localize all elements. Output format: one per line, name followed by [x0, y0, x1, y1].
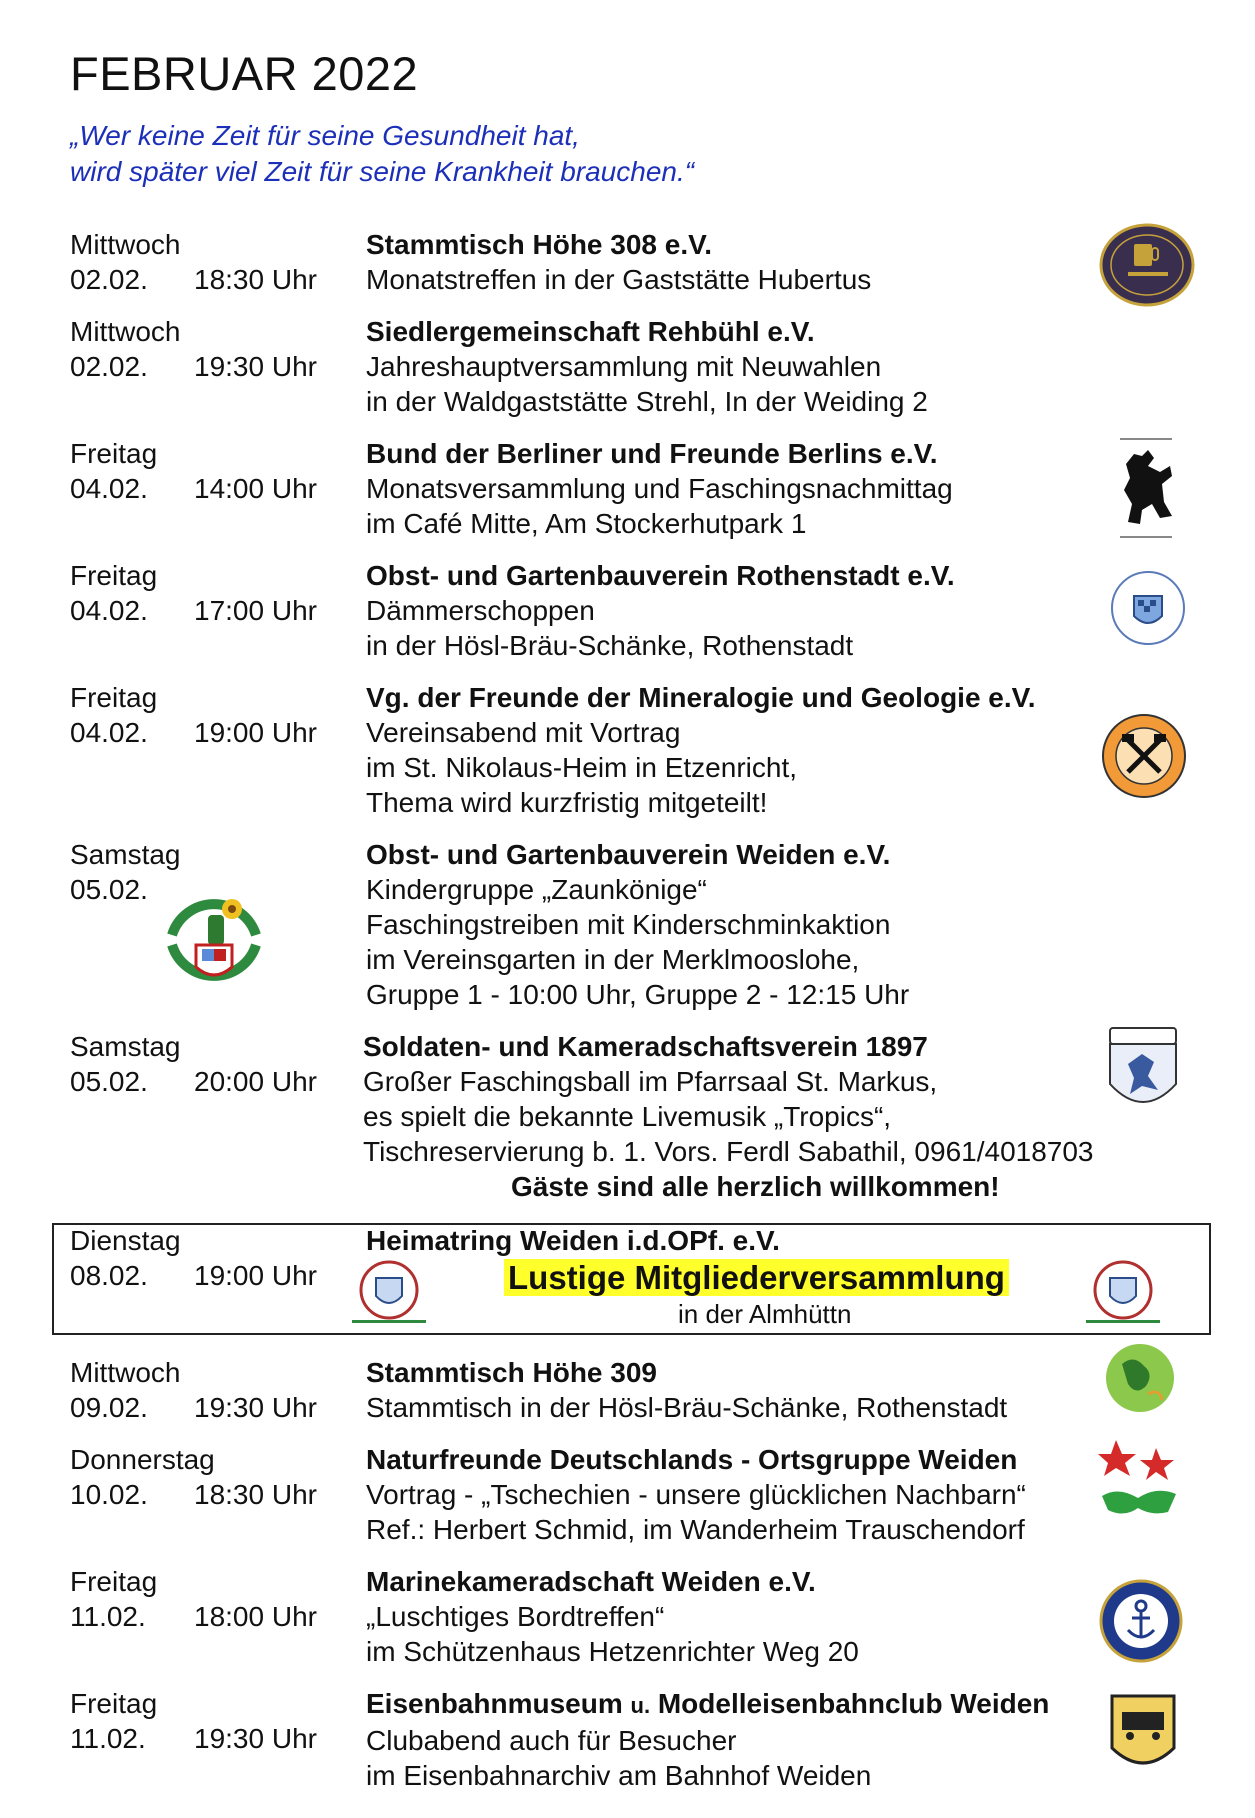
- event-line: im Schützenhaus Hetzenrichter Weg 20: [366, 1636, 859, 1667]
- stammtisch-308-badge-icon: [1098, 220, 1196, 310]
- event-time: 17:00 Uhr: [194, 595, 317, 626]
- heimatring-crest-icon: [350, 1258, 428, 1324]
- event-org: Obst- und Gartenbauverein Rothenstadt e.V.: [366, 560, 955, 591]
- event-org: Heimatring Weiden i.d.OPf. e.V.: [366, 1225, 780, 1256]
- event-time: 20:00 Uhr: [194, 1066, 317, 1097]
- event-date: 02.02.: [70, 351, 148, 382]
- event-line: Tischreservierung b. 1. Vors. Ferdl Sabathil, 0961/4018703: [363, 1136, 1094, 1167]
- event-date: 04.02.: [70, 717, 148, 748]
- event-day: Mittwoch: [70, 316, 181, 347]
- event-org: Siedlergemeinschaft Rehbühl e.V.: [366, 316, 815, 347]
- event-org: Vg. der Freunde der Mineralogie und Geologie e.V.: [366, 682, 1036, 713]
- event-day: Mittwoch: [70, 1357, 181, 1388]
- event-day: Samstag: [70, 1031, 181, 1062]
- event-date: 10.02.: [70, 1479, 148, 1510]
- event-org-part1: Eisenbahnmuseum: [366, 1688, 631, 1719]
- event-time: 19:00 Uhr: [194, 717, 317, 748]
- event-org: Stammtisch Höhe 309: [366, 1357, 657, 1388]
- event-line: „Luschtiges Bordtreffen“: [366, 1601, 665, 1632]
- event-line: in der Hösl-Bräu-Schänke, Rothenstadt: [366, 630, 854, 661]
- gartenbau-rothenstadt-crest-icon: [1108, 566, 1188, 650]
- event-time: 18:00 Uhr: [194, 1601, 317, 1632]
- event-line: Dämmerschoppen: [366, 595, 595, 626]
- mineralogie-hammer-badge-icon: [1100, 712, 1188, 800]
- naturfreunde-handshake-icon: [1098, 1436, 1180, 1524]
- event-closing: Gäste sind alle herzlich willkommen!: [511, 1171, 1000, 1202]
- quote-line-2: wird später viel Zeit für seine Krankheit brauchen.“: [70, 156, 695, 187]
- event-line: Kindergruppe „Zaunkönige“: [366, 874, 707, 905]
- berlin-bear-icon: [1112, 432, 1180, 544]
- event-highlight: Lustige Mitgliederversammlung: [504, 1259, 1009, 1296]
- event-day: Dienstag: [70, 1225, 181, 1256]
- event-org: Stammtisch Höhe 308 e.V.: [366, 229, 713, 260]
- event-org: Naturfreunde Deutschlands - Ortsgruppe Weiden: [366, 1444, 1018, 1475]
- event-line: Ref.: Herbert Schmid, im Wanderheim Trauschendorf: [366, 1514, 1025, 1545]
- event-date: 08.02.: [70, 1260, 148, 1291]
- kv-weiden-crest-icon: [1098, 1024, 1188, 1124]
- page-title: FEBRUAR 2022: [70, 47, 419, 100]
- event-line: Jahreshauptversammlung mit Neuwahlen: [366, 351, 882, 382]
- eisenbahn-shield-icon: [1108, 1692, 1178, 1778]
- event-line: im St. Nikolaus-Heim in Etzenricht,: [366, 752, 798, 783]
- event-line: im Eisenbahnarchiv am Bahnhof Weiden: [366, 1760, 872, 1791]
- event-time: 14:00 Uhr: [194, 473, 317, 504]
- event-day: Freitag: [70, 560, 158, 591]
- event-line: Großer Faschingsball im Pfarrsaal St. Markus,: [363, 1066, 938, 1097]
- event-date: 09.02.: [70, 1392, 148, 1423]
- event-date: 02.02.: [70, 264, 148, 295]
- event-date: 05.02.: [70, 874, 148, 905]
- event-line: im Café Mitte, Am Stockerhutpark 1: [366, 508, 807, 539]
- event-line: Monatsversammlung und Faschingsnachmittag: [366, 473, 953, 504]
- hoehe-309-globe-icon: [1100, 1340, 1180, 1424]
- event-sub: in der Almhüttn: [678, 1299, 852, 1329]
- event-day: Mittwoch: [70, 229, 181, 260]
- event-org-small: u.: [630, 1693, 651, 1718]
- anchor-badge-icon: [1098, 1578, 1184, 1664]
- event-line: Stammtisch in der Hösl-Bräu-Schänke, Rothenstadt: [366, 1392, 1008, 1423]
- event-date: 11.02.: [70, 1723, 146, 1754]
- event-date: 04.02.: [70, 595, 148, 626]
- heimatring-crest-icon: [1084, 1258, 1162, 1324]
- event-day: Freitag: [70, 682, 158, 713]
- event-line: in der Waldgaststätte Strehl, In der Weiding 2: [366, 386, 928, 417]
- event-line: Gruppe 1 - 10:00 Uhr, Gruppe 2 - 12:15 Uhr: [366, 979, 910, 1010]
- event-day: Freitag: [70, 1566, 158, 1597]
- event-time: 19:30 Uhr: [194, 1392, 317, 1423]
- event-org: Obst- und Gartenbauverein Weiden e.V.: [366, 839, 891, 870]
- event-day: Freitag: [70, 1688, 158, 1719]
- gartenbauverein-weiden-icon: [158, 875, 270, 1005]
- event-line: Monatstreffen in der Gaststätte Hubertus: [366, 264, 872, 295]
- event-org: [366, 1686, 1186, 1723]
- event-time: 19:30 Uhr: [194, 351, 317, 382]
- event-line: Faschingstreiben mit Kinderschminkaktion: [366, 909, 891, 940]
- event-line: es spielt die bekannte Livemusik „Tropics“,: [363, 1101, 892, 1132]
- event-day: Samstag: [70, 839, 181, 870]
- event-org: Bund der Berliner und Freunde Berlins e.V.: [366, 438, 938, 469]
- event-day: Donnerstag: [70, 1444, 215, 1475]
- quote: [70, 118, 694, 190]
- event-line: Clubabend auch für Besucher: [366, 1725, 737, 1756]
- event-time: 18:30 Uhr: [194, 1479, 317, 1510]
- event-date: 05.02.: [70, 1066, 148, 1097]
- event-day: Freitag: [70, 438, 158, 469]
- event-time: 19:30 Uhr: [194, 1723, 317, 1754]
- event-time: 18:30 Uhr: [194, 264, 317, 295]
- event-org-part2: Modelleisenbahnclub Weiden: [650, 1688, 1050, 1719]
- event-date: 04.02.: [70, 473, 148, 504]
- event-line: im Vereinsgarten in der Merklmooslohe,: [366, 944, 860, 975]
- event-line: Vereinsabend mit Vortrag: [366, 717, 681, 748]
- event-time: 19:00 Uhr: [194, 1260, 317, 1291]
- event-line: Vortrag - „Tschechien - unsere glücklichen Nachbarn“: [366, 1479, 1026, 1510]
- event-line: Thema wird kurzfristig mitgeteilt!: [366, 787, 768, 818]
- quote-line-1: „Wer keine Zeit für seine Gesundheit hat,: [70, 120, 580, 151]
- event-org: Soldaten- und Kameradschaftsverein 1897: [363, 1031, 928, 1062]
- event-org: Marinekameradschaft Weiden e.V.: [366, 1566, 816, 1597]
- event-date: 11.02.: [70, 1601, 146, 1632]
